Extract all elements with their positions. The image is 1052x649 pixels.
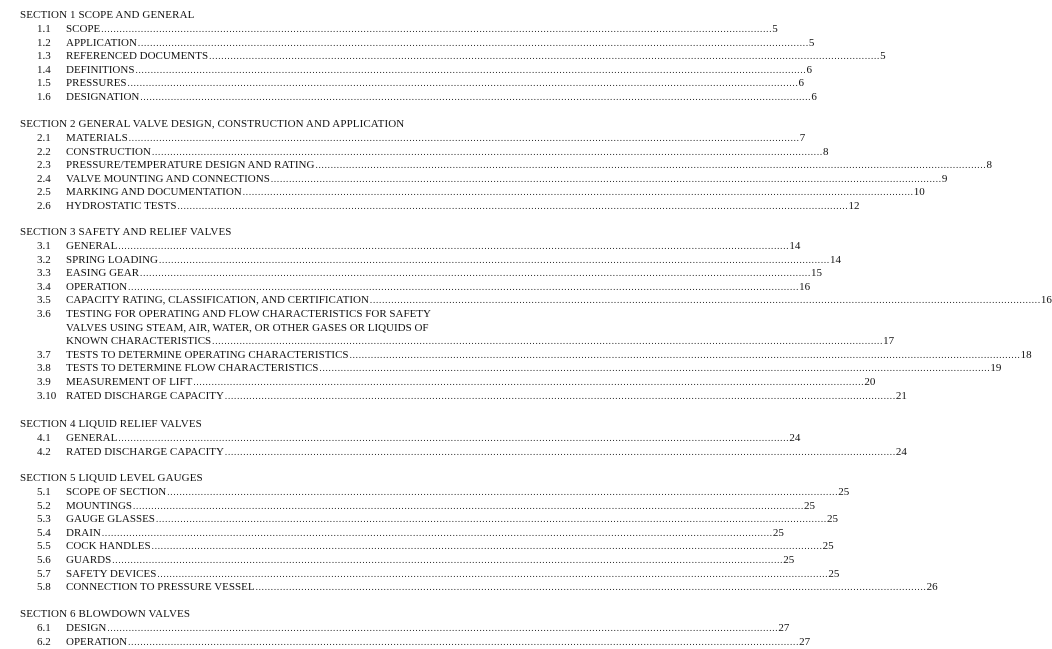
dot-leader: ............................................................................................................................................................................................................................ [128, 636, 800, 647]
toc-entry-line[interactable] [0, 91, 817, 104]
toc-entry-line[interactable] [0, 389, 907, 403]
page-number: 5 [772, 23, 778, 35]
dot-leader: ............................................................................................................................................................................................................................ [349, 349, 1021, 360]
entry-title: HYDROSTATIC TESTS [66, 200, 177, 212]
entry-title: SCOPE OF SECTION [66, 486, 167, 498]
dot-leader: ............................................................................................................................................................................................................................ [127, 78, 799, 89]
entry-number: 2.5 [37, 186, 51, 199]
dot-leader: ............................................................................................................................................................................................................................ [157, 568, 829, 579]
page-number: 16 [1040, 294, 1052, 307]
toc-entry-line[interactable] [0, 486, 850, 499]
entry-title: REFERENCED DOCUMENTS [66, 50, 209, 63]
dot-leader: ............................................................................................................................................................................................................................ [209, 51, 881, 62]
entry-title: MEASUREMENT OF LIFT [66, 376, 193, 388]
dot-leader: ............................................................................................................................................................................................................................ [151, 541, 823, 552]
toc-entry-line[interactable] [0, 23, 778, 36]
page-number: 12 [848, 200, 860, 212]
entry-number: 3.1 [37, 240, 51, 252]
dot-leader: ............................................................................................................................................................................................................................ [118, 433, 790, 443]
page-number: 25 [826, 513, 838, 526]
page-number: 6 [806, 63, 812, 76]
toc-entry-line[interactable] [0, 77, 805, 90]
toc-entry-line[interactable] [0, 526, 784, 540]
entry-number: 1.5 [37, 77, 51, 90]
entry-title: GENERAL [66, 240, 118, 252]
page-number: 27 [799, 635, 811, 648]
entry-title: DRAIN [66, 526, 101, 539]
dot-leader: ............................................................................................................................................................................................................................ [151, 146, 823, 157]
page-number: 8 [822, 145, 829, 158]
toc-entry-line[interactable] [0, 186, 925, 199]
toc-entry-line[interactable] [0, 335, 895, 348]
page-number: 14 [789, 240, 801, 252]
entry-number: 1.1 [37, 23, 51, 35]
dot-leader: ............................................................................................................................................................................................................................ [155, 514, 827, 525]
entry-title: KNOWN CHARACTERISTICS [66, 335, 212, 348]
entry-title: MARKING AND DOCUMENTATION [66, 186, 242, 199]
page-number: 5 [808, 36, 815, 49]
toc-entry-line[interactable] [0, 362, 1002, 375]
entry-title: RATED DISCHARGE CAPACITY [66, 389, 224, 402]
toc-entry-line[interactable] [0, 581, 938, 594]
page-number: 7 [799, 132, 806, 144]
toc-entry-line[interactable] [0, 554, 795, 567]
dot-leader: ............................................................................................................................................................................................................................ [242, 187, 914, 198]
page-number: 27 [778, 622, 790, 634]
entry-number: 2.2 [37, 145, 51, 158]
entry-number: 5.5 [37, 540, 51, 553]
dot-leader: ............................................................................................................................................................................................................................ [118, 241, 790, 251]
toc-entry-line[interactable] [0, 635, 811, 649]
page-number: 19 [990, 362, 1002, 375]
dot-leader: ............................................................................................................................................................................................................................ [255, 582, 927, 593]
page-number: 14 [829, 253, 841, 266]
section-heading: SECTION 3 SAFETY AND RELIEF VALVES [20, 226, 232, 238]
dot-leader: ............................................................................................................................................................................................................................ [369, 295, 1041, 306]
entry-title: GUARDS [66, 554, 112, 566]
entry-number: 2.4 [37, 172, 51, 185]
page-number: 25 [804, 499, 815, 512]
entry-number: 3.7 [37, 348, 51, 361]
dot-leader: ............................................................................................................................................................................................................................ [315, 160, 987, 171]
page-number: 9 [941, 172, 948, 185]
dot-leader: ............................................................................................................................................................................................................................ [193, 377, 865, 387]
page-number: 21 [895, 389, 907, 402]
toc-entry-line[interactable] [0, 200, 860, 213]
entry-title: MATERIALS [66, 132, 128, 144]
toc-entry-line[interactable] [0, 540, 834, 553]
entry-number: 1.4 [37, 63, 51, 76]
toc-entry-line[interactable] [0, 63, 812, 77]
dot-leader: ............................................................................................................................................................................................................................ [224, 446, 896, 457]
entry-title: CONSTRUCTION [66, 145, 151, 158]
entry-number: 3.2 [37, 253, 51, 266]
entry-number: 3.3 [37, 267, 51, 280]
entry-number: 4.1 [37, 432, 51, 444]
page-number: 8 [986, 159, 992, 172]
entry-number: 1.3 [37, 50, 51, 63]
page-number: 15 [811, 267, 823, 280]
dot-leader: ............................................................................................................................................................................................................................ [212, 336, 884, 347]
dot-leader: ............................................................................................................................................................................................................................ [270, 173, 942, 184]
toc-entry-line[interactable] [0, 50, 886, 63]
page-number: 24 [895, 445, 907, 458]
toc-entry-line[interactable] [0, 240, 801, 253]
entry-title: CAPACITY RATING, CLASSIFICATION, AND CERTIFICATION [66, 294, 369, 307]
toc-entry-line[interactable] [0, 280, 811, 294]
dot-leader: ............................................................................................................................................................................................................................ [319, 363, 991, 374]
entry-number: 2.3 [37, 159, 51, 172]
toc-entry-line[interactable] [0, 499, 815, 513]
page-number: 24 [789, 432, 801, 444]
entry-title: DESIGN [66, 622, 107, 634]
dot-leader: ............................................................................................................................................................................................................................ [101, 527, 773, 538]
entry-number: 2.6 [37, 200, 51, 212]
entry-number: 5.1 [37, 486, 51, 498]
dot-leader: ............................................................................................................................................................................................................................ [140, 92, 812, 102]
toc-entry-line[interactable] [0, 445, 907, 459]
entry-number: 6.1 [37, 622, 51, 634]
entry-title: RATED DISCHARGE CAPACITY [66, 445, 224, 458]
entry-number: 1.6 [37, 91, 51, 103]
entry-number: 3.8 [37, 362, 51, 375]
entry-number: 3.6 [37, 308, 51, 320]
entry-number: 3.10 [37, 389, 57, 402]
toc-entry-line[interactable] [0, 267, 823, 280]
page-number: 18 [1020, 348, 1032, 361]
page-number: 25 [822, 540, 834, 553]
entry-number: 5.7 [37, 567, 51, 580]
toc-entry-line[interactable] [0, 567, 840, 581]
toc-entry-line[interactable] [0, 308, 512, 321]
entry-title: APPLICATION [66, 36, 137, 49]
toc-entry-line[interactable] [0, 432, 801, 445]
dot-leader: ............................................................................................................................................................................................................................ [177, 201, 849, 211]
entry-title: PRESSURE/TEMPERATURE DESIGN AND RATING [66, 159, 315, 172]
section-heading: SECTION 6 BLOWDOWN VALVES [20, 608, 191, 620]
entry-number: 6.2 [37, 635, 51, 648]
entry-title: TESTING FOR OPERATING AND FLOW CHARACTERISTICS FOR SAFETY [66, 308, 431, 320]
dot-leader: ............................................................................................................................................................................................................................ [224, 390, 896, 401]
page-number: 20 [864, 376, 876, 388]
entry-title: OPERATION [66, 280, 128, 293]
toc-entry-line[interactable] [0, 348, 1032, 362]
page-number: 25 [838, 486, 850, 498]
dot-leader: ............................................................................................................................................................................................................................ [107, 623, 779, 633]
dot-leader: ............................................................................................................................................................................................................................ [128, 133, 800, 143]
page-number: 16 [799, 280, 811, 293]
dot-leader: ............................................................................................................................................................................................................................ [133, 500, 804, 511]
dot-leader: ............................................................................................................................................................................................................................ [101, 24, 773, 34]
page-number: 26 [926, 581, 938, 594]
entry-title: GAUGE GLASSES [66, 513, 155, 526]
toc-entry-line[interactable] [0, 145, 829, 159]
entry-number: 4.2 [37, 445, 51, 458]
entry-title: SCOPE [66, 23, 101, 35]
entry-title: PRESSURES [66, 77, 127, 90]
toc-entry-line[interactable] [0, 376, 876, 389]
page-number: 6 [798, 77, 805, 90]
entry-title: MOUNTINGS [66, 499, 132, 512]
entry-title: COCK HANDLES [66, 540, 151, 553]
toc-entry-line[interactable] [0, 36, 815, 50]
toc-entry-line[interactable] [0, 322, 512, 335]
toc-entry-line[interactable] [0, 513, 838, 526]
entry-number: 5.4 [37, 526, 51, 539]
toc-entry-line[interactable] [0, 253, 841, 267]
entry-title: VALVES USING STEAM, AIR, WATER, OR OTHER GASES OR LIQUIDS OF [66, 321, 429, 334]
page-number: 25 [828, 567, 840, 580]
page-number: 10 [913, 186, 925, 199]
entry-number: 3.9 [37, 376, 51, 388]
dot-leader: ............................................................................................................................................................................................................................ [112, 555, 784, 565]
dot-leader: ............................................................................................................................................................................................................................ [137, 37, 809, 48]
entry-title: TESTS TO DETERMINE OPERATING CHARACTERISTICS [66, 348, 349, 361]
dot-leader: ............................................................................................................................................................................................................................ [140, 268, 812, 279]
entry-number: 3.4 [37, 280, 51, 293]
entry-title: SPRING LOADING [66, 253, 158, 266]
page-number: 6 [811, 91, 817, 103]
section-heading: SECTION 4 LIQUID RELIEF VALVES [20, 418, 202, 430]
entry-title: VALVE MOUNTING AND CONNECTIONS [66, 172, 270, 185]
entry-title: SAFETY DEVICES [66, 567, 157, 580]
section-heading: SECTION 5 LIQUID LEVEL GAUGES [20, 472, 203, 484]
page-number: 5 [880, 50, 886, 63]
toc-entry-line[interactable] [0, 159, 992, 172]
entry-title: TESTS TO DETERMINE FLOW CHARACTERISTICS [66, 362, 319, 375]
entry-title: DEFINITIONS [66, 63, 135, 76]
entry-title: CONNECTION TO PRESSURE VESSEL [66, 581, 255, 594]
toc-entry-line[interactable] [0, 132, 806, 145]
dot-leader: ............................................................................................................................................................................................................................ [158, 254, 830, 265]
section-heading: SECTION 2 GENERAL VALVE DESIGN, CONSTRUCTION AND APPLICATION [20, 118, 405, 130]
dot-leader: ............................................................................................................................................................................................................................ [167, 487, 839, 497]
dot-leader: ............................................................................................................................................................................................................................ [128, 281, 800, 292]
entry-number: 1.2 [37, 36, 51, 49]
toc-entry-line[interactable] [0, 172, 948, 186]
entry-number: 5.6 [37, 554, 51, 566]
page-number: 17 [883, 335, 895, 348]
entry-number: 2.1 [37, 132, 51, 144]
entry-number: 5.2 [37, 499, 51, 512]
entry-title: DESIGNATION [66, 91, 140, 103]
entry-number: 5.3 [37, 513, 51, 526]
dot-leader: ............................................................................................................................................................................................................................ [135, 64, 807, 75]
page-number: 25 [772, 526, 784, 539]
section-heading: SECTION 1 SCOPE AND GENERAL [20, 9, 195, 21]
entry-number: 3.5 [37, 294, 51, 307]
page-number: 25 [783, 554, 795, 566]
toc-entry-line[interactable] [0, 622, 790, 635]
entry-title: EASING GEAR [66, 267, 140, 280]
toc-entry-line[interactable] [0, 294, 1052, 307]
entry-title: OPERATION [66, 635, 128, 648]
entry-number: 5.8 [37, 581, 51, 594]
entry-title: GENERAL [66, 432, 118, 444]
